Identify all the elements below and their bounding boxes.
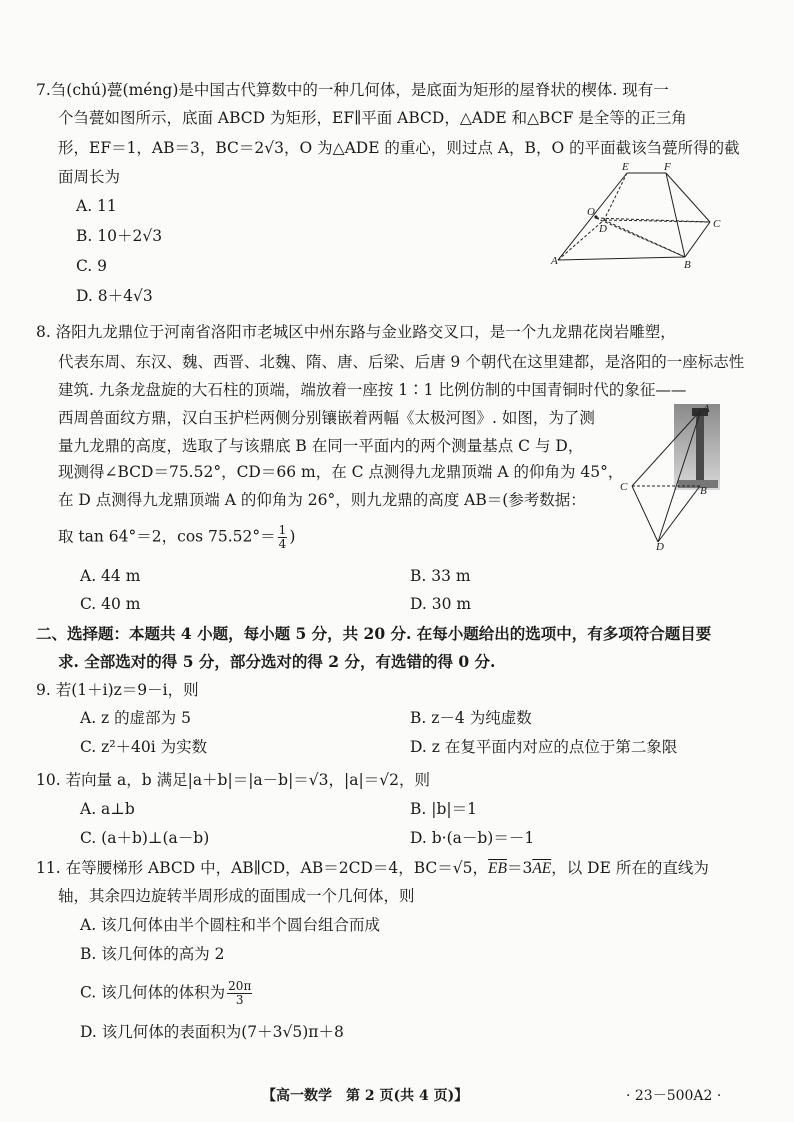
q10-option-c: C. (a＋b)⊥(a－b) [80,829,210,847]
q8-stem-line6: 现测得∠BCD＝75.52°，CD＝66 m，在 C 点测得九龙鼎顶端 A 的仰角为 45°， [58,463,624,481]
q8-dragon-ding-figure [612,402,740,552]
q8-label-d: D [656,541,664,552]
q8-close-paren: ) [289,527,296,546]
q7-option-b: B. 10＋2√3 [76,227,163,245]
footer-page-info: 【高一数学 第 2 页(共 4 页)】 [262,1088,469,1104]
q11-fraction-denominator: 3 [235,993,244,1007]
q7-label-b: B [684,259,691,270]
q11-option-c [80,980,254,1007]
q11-vector-ae: $\overline{AE}$ [532,860,552,877]
q8-option-b: B. 33 m [410,567,471,585]
q8-label-a: A [703,403,710,415]
q8-reference-text: 取 tan 64°＝2，cos 75.52°＝ [58,527,276,546]
q8-fraction [278,524,288,551]
q8-stem-line8 [58,524,295,551]
q9-option-c: C. z²＋40i 为实数 [80,738,208,756]
q8-option-c: C. 40 m [80,595,141,613]
q10-option-b: B. |b|＝1 [410,800,477,818]
section-2-heading-line2: 求. 全部选对的得 5 分，部分选对的得 2 分，有选错的得 0 分. [58,652,496,671]
q7-label-a: A [551,255,558,267]
q7-stem-line1: 7.刍(chú)甍(méng)是中国古代算数中的一种几何体，是底面为矩形的屋脊状的楔体. 现有一 [36,81,669,99]
q7-label-f: F [664,161,671,173]
q11-stem-part2: ＝3 [506,859,533,877]
q11-option-a: A. 该几何体由半个圆柱和半个圆台组合而成 [80,916,381,934]
q7-label-e: E [622,161,629,173]
q7-option-d: D. 8＋4√3 [76,287,153,305]
q11-option-b: B. 该几何体的高为 2 [80,945,225,963]
q8-fraction-numerator: 1 [278,523,287,537]
q8-fraction-denominator: 4 [278,537,287,551]
q8-label-b: B [700,485,707,497]
q11-stem-line2: 轴，其余四边旋转半周形成的面围成一个几何体，则 [58,887,415,905]
section-2-heading-line1: 二、选择题：本题共 4 小题，每小题 5 分，共 20 分. 在每小题给出的选项中，有多项符合题目要 [36,624,712,643]
q7-option-a: A. 11 [76,197,117,215]
q11-option-c-text: C. 该几何体的体积为 [80,983,226,1002]
q11-option-c-fraction [227,980,252,1007]
q8-option-a: A. 44 m [80,567,141,585]
q8-stem-line5: 量九龙鼎的高度，选取了与该鼎底 B 在同一平面内的两个测量基点 C 与 D， [58,437,584,455]
q10-stem: 10. 若向量 a，b 满足|a＋b|＝|a－b|＝√3，|a|＝√2，则 [36,771,430,789]
q7-stem-line3: 形，EF＝1，AB＝3，BC＝2√3，O 为△ADE 的重心，则过点 A，B，O 的平面截该刍甍所得的截 [58,139,740,157]
q9-option-b: B. z－4 为纯虚数 [410,709,532,727]
footer-exam-code: · 23－500A2 · [626,1088,722,1104]
q11-stem-part3: ，以 DE 所在的直线为 [551,859,709,877]
q7-option-c: C. 9 [76,257,108,275]
q7-label-d: D [599,223,607,235]
q11-stem-line1 [36,858,709,879]
q7-chumeng-figure [550,160,740,270]
q9-option-d: D. z 在复平面内对应的点位于第二象限 [410,738,678,756]
q7-label-c: C [713,218,721,230]
q8-stem-line3: 建筑. 九条龙盘旋的大石柱的顶端，端放着一座按 1∶1 比例仿制的中国青铜时代的象征—— [58,381,687,399]
q8-stem-line7: 在 D 点测得九龙鼎顶端 A 的仰角为 26°，则九龙鼎的高度 AB＝(参考数据： [58,491,586,509]
q11-vector-eb: $\overline{EB}$ [488,860,507,877]
q8-stem-line4: 西周兽面纹方鼎，汉白玉护栏两侧分别镶嵌着两幅《太极河图》. 如图，为了测 [58,409,595,427]
q7-label-o: O [587,206,595,218]
q8-label-c: C [620,481,628,493]
q7-stem-line2: 个刍甍如图所示，底面 ABCD 为矩形，EF∥平面 ABCD，△ADE 和△BCF 是全等的正三角 [58,109,687,127]
q10-option-a: A. a⊥b [80,800,135,818]
q9-stem: 9. 若(1＋i)z＝9－i，则 [36,681,199,699]
q9-option-a: A. z 的虚部为 5 [80,709,191,727]
q8-option-d: D. 30 m [410,595,472,613]
q11-option-d: D. 该几何体的表面积为(7＋3√5)π＋8 [80,1023,344,1041]
q8-stem-line1: 8. 洛阳九龙鼎位于河南省洛阳市老城区中州东路与金业路交叉口，是一个九龙鼎花岗岩雕塑， [36,323,676,341]
q8-stem-line2: 代表东周、东汉、魏、西晋、北魏、隋、唐、后梁、后唐 9 个朝代在这里建都，是洛阳的一座标志性 [58,353,745,371]
q11-fraction-numerator: 20π [228,979,252,993]
q11-stem-part1: 11. 在等腰梯形 ABCD 中，AB∥CD，AB＝2CD＝4，BC＝√5， [36,859,488,877]
q7-stem-line4: 面周长为 [58,168,121,186]
q10-option-d: D. b·(a－b)＝－1 [410,829,535,847]
